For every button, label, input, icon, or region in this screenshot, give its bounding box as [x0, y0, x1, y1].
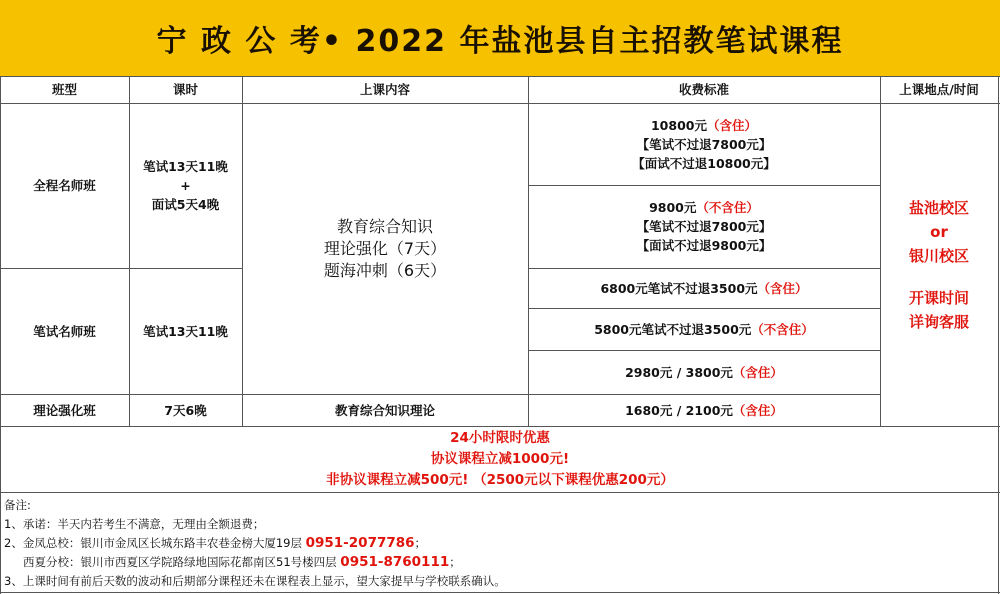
class-name-full: 全程名师班 [33, 178, 96, 193]
phone-jinfeng: 0951-2077786 [305, 535, 415, 551]
class-hours-theory: 7天6晚 [164, 402, 207, 418]
location-info: 盐池校区 or 银川校区 开课时间 详询客服 [908, 198, 969, 331]
fee-option-2: 9800元（不含住） 【笔试不过退7800元】 【面试不过退9800元】 [636, 200, 772, 253]
note-2b: 西夏分校：银川市西夏区学院路绿地国际花都南区51号楼四层 0951-8760111； [23, 554, 461, 570]
notes-heading: 备注: [4, 498, 31, 512]
class-name-written: 笔试名师班 [33, 323, 96, 339]
notes-top-divider [0, 492, 1000, 493]
header-hours: 课时 [172, 82, 198, 97]
class-content-theory: 教育综合知识理论 [334, 402, 435, 418]
table-border-right [998, 76, 999, 594]
promo-banner: 24小时限时优惠 协议课程立减1000元! 非协议课程立减500元! （2500元以下课程优惠200元） [326, 430, 674, 488]
class-name-theory: 理论强化班 [33, 402, 96, 418]
header-class-type: 班型 [51, 82, 77, 97]
fee-option-5: 2980元 / 3800元（含住） [625, 364, 783, 380]
note-1: 1、承诺：半天内若考生不满意，无理由全额退费； [4, 517, 265, 531]
note-3: 3、上课时间有前后天数的波动和后期部分课程还未在课程表上显示，望大家提早与学校联系确认。 [4, 574, 506, 588]
table-border-bottom [0, 592, 1000, 593]
page-title: 宁 政 公 考• 2022 年盐池县自主招教笔试课程 [156, 24, 844, 59]
header-content: 上课内容 [359, 82, 410, 97]
fee-option-4: 5800元笔试不过退3500元（不含住） [594, 321, 814, 337]
phone-xixia: 0951-8760111 [340, 554, 450, 570]
shared-course-content: 教育综合知识 理论强化（7天） 题海冲刺（6天） [323, 216, 447, 280]
header-fees: 收费标准 [678, 82, 729, 97]
fee-option-1: 10800元（含住） 【笔试不过退7800元】 【面试不过退10800元】 [632, 117, 776, 171]
class-hours-full: 笔试13天11晚 + 面试5天4晚 [143, 159, 228, 212]
fee-theory: 1680元 / 2100元（含住） [625, 402, 783, 418]
note-2: 2、金凤总校：银川市金凤区长城东路丰农巷金榜大厦19层 0951-2077786； [4, 535, 427, 551]
class-hours-written: 笔试13天11晚 [143, 323, 228, 339]
fee-option-3: 6800元笔试不过退3500元（含住） [600, 280, 808, 296]
notes-section [4, 496, 994, 591]
header-location: 上课地点/时间 [899, 82, 979, 97]
title-banner [0, 0, 1000, 76]
